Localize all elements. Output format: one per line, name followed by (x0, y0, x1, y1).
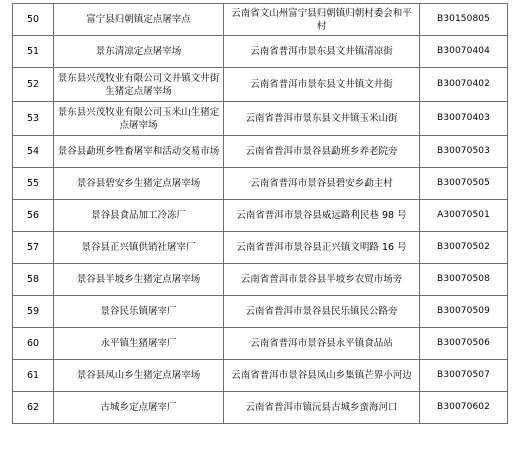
code-cell: A30070501 (420, 200, 508, 232)
table-row (13, 360, 508, 392)
row-number-cell: 52 (13, 68, 54, 102)
code-cell: B30070404 (420, 36, 508, 68)
table-row (13, 392, 508, 424)
address-cell: 云南省文山州富宁县归朝镇归朝村委会和平村 (224, 4, 420, 36)
row-number-cell: 55 (13, 168, 54, 200)
address-cell: 云南省普洱市景谷县半坡乡农贸市场旁 (224, 264, 420, 296)
address-cell: 云南省普洱市景东县文井镇清凉街 (224, 36, 420, 68)
slaughterhouse-registry-table (12, 3, 508, 424)
table-row (13, 232, 508, 264)
code-cell: B30070505 (420, 168, 508, 200)
address-cell: 云南省普洱市景东县文井镇玉米山街 (224, 102, 420, 136)
facility-name-cell: 景谷县碧安乡生猪定点屠宰场 (54, 168, 224, 200)
code-cell: B30150805 (420, 4, 508, 36)
facility-name-cell: 景谷民乐镇屠宰厂 (54, 296, 224, 328)
code-cell: B30070602 (420, 392, 508, 424)
row-number-cell: 57 (13, 232, 54, 264)
address-cell: 云南省普洱市景东县文井镇文井街 (224, 68, 420, 102)
facility-name-cell: 景谷县勐班乡牲畜屠宰和活动交易市场 (54, 136, 224, 168)
code-cell: B30070506 (420, 328, 508, 360)
facility-name-cell: 景东县兴茂牧业有限公司玉米山生猪定点屠宰场 (54, 102, 224, 136)
table-row (13, 328, 508, 360)
address-cell: 云南省普洱市景谷县凤山乡集镇芒界小河边 (224, 360, 420, 392)
code-cell: B30070508 (420, 264, 508, 296)
table-row (13, 36, 508, 68)
row-number-cell: 51 (13, 36, 54, 68)
row-number-cell: 53 (13, 102, 54, 136)
table-row (13, 296, 508, 328)
code-cell: B30070507 (420, 360, 508, 392)
code-cell: B30070503 (420, 136, 508, 168)
table-row (13, 4, 508, 36)
address-cell: 云南省普洱市景谷县民乐镇民公路旁 (224, 296, 420, 328)
row-number-cell: 60 (13, 328, 54, 360)
table-row (13, 264, 508, 296)
row-number-cell: 61 (13, 360, 54, 392)
facility-name-cell: 景谷县凤山乡生猪定点屠宰场 (54, 360, 224, 392)
code-cell: B30070509 (420, 296, 508, 328)
facility-name-cell: 景东县兴茂牧业有限公司文井镇文井街生猪定点屠宰场 (54, 68, 224, 102)
code-cell: B30070402 (420, 68, 508, 102)
table-row (13, 102, 508, 136)
address-cell: 云南省普洱市景谷县永平镇食品站 (224, 328, 420, 360)
code-cell: B30070403 (420, 102, 508, 136)
row-number-cell: 59 (13, 296, 54, 328)
address-cell: 云南省普洱市景谷县威远路利民巷 98 号 (224, 200, 420, 232)
row-number-cell: 54 (13, 136, 54, 168)
row-number-cell: 58 (13, 264, 54, 296)
address-cell: 云南省普洱市景谷县碧安乡勐主村 (224, 168, 420, 200)
facility-name-cell: 永平镇生猪屠宰厂 (54, 328, 224, 360)
table-row (13, 168, 508, 200)
facility-name-cell: 古城乡定点屠宰厂 (54, 392, 224, 424)
row-number-cell: 50 (13, 4, 54, 36)
facility-name-cell: 景谷县食品加工冷冻厂 (54, 200, 224, 232)
code-cell: B30070502 (420, 232, 508, 264)
table-row (13, 136, 508, 168)
table-row (13, 68, 508, 102)
facility-name-cell: 景谷县正兴镇供销社屠宰厂 (54, 232, 224, 264)
facility-name-cell: 富宁县归朝镇定点屠宰点 (54, 4, 224, 36)
row-number-cell: 56 (13, 200, 54, 232)
table-row (13, 200, 508, 232)
address-cell: 云南省普洱市景谷县正兴镇文明路 16 号 (224, 232, 420, 264)
facility-name-cell: 景东清凉定点屠宰场 (54, 36, 224, 68)
address-cell: 云南省普洱市镇沅县古城乡蛮海河口 (224, 392, 420, 424)
row-number-cell: 62 (13, 392, 54, 424)
address-cell: 云南省普洱市景谷县勐班乡养老院旁 (224, 136, 420, 168)
facility-name-cell: 景谷县半坡乡生猪定点屠宰场 (54, 264, 224, 296)
